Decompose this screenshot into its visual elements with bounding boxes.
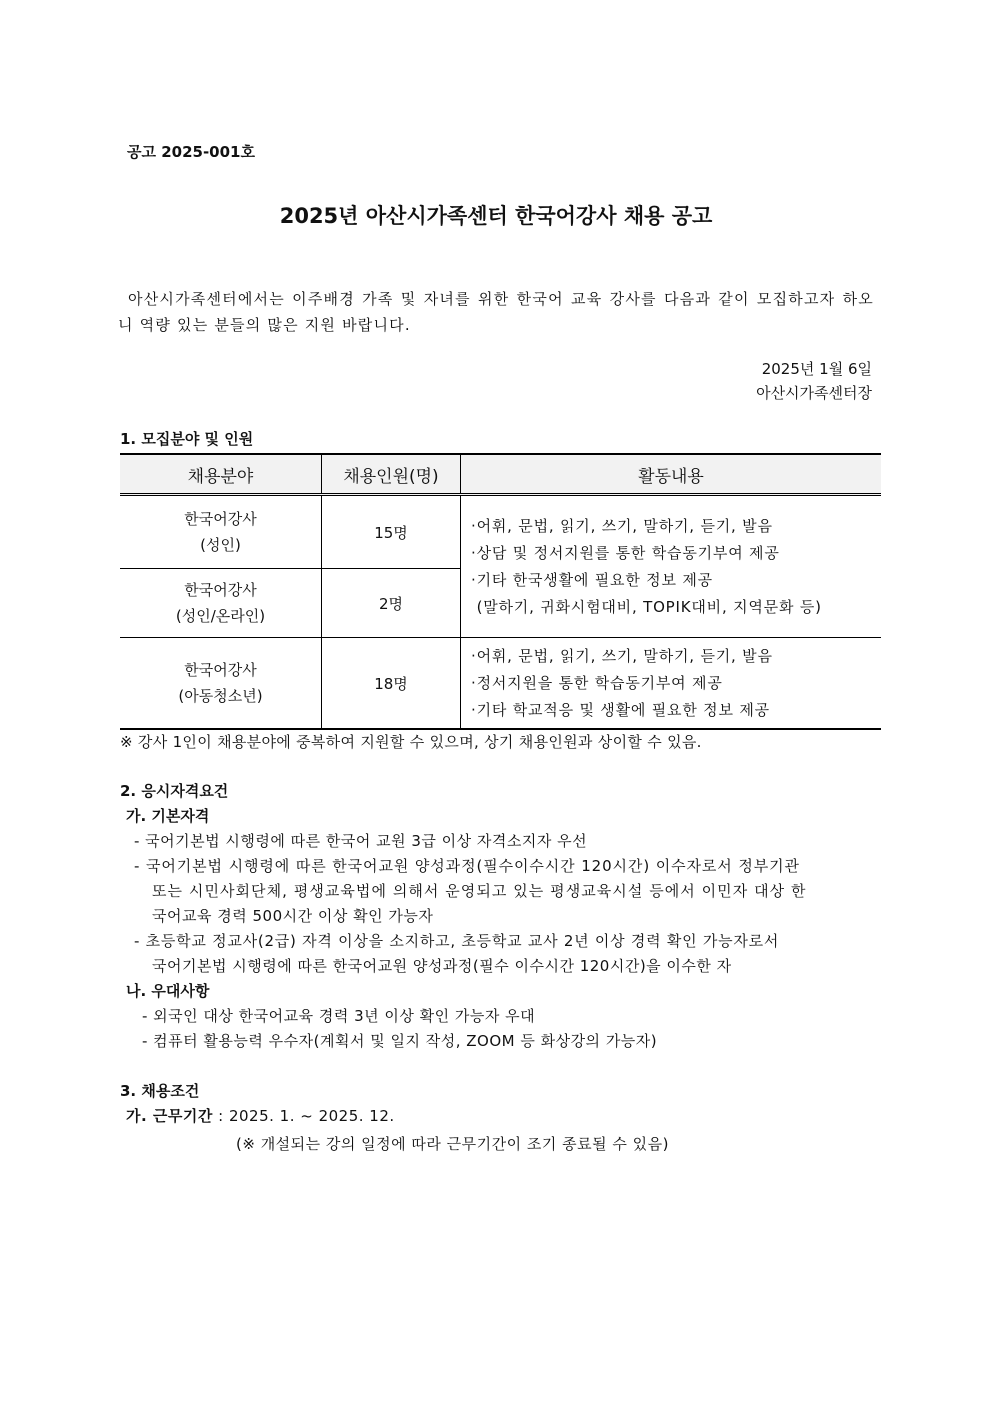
field-type: (아동청소년) xyxy=(178,687,263,705)
field-type: (성인) xyxy=(200,536,241,554)
header-field: 채용분야 xyxy=(120,454,322,495)
basic-qual-item: 국어교육 경력 500시간 이상 확인 가능자 xyxy=(152,907,434,925)
table-header-row xyxy=(120,454,881,495)
activity-line: ·기타 학교적응 및 생활에 필요한 정보 제공 xyxy=(471,700,770,719)
field-name: 한국어강사 xyxy=(184,510,257,528)
activity-cell-child xyxy=(461,638,882,730)
basic-qual-item: 국어기본법 시행령에 따른 한국어교원 양성과정(필수 이수시간 120시간)을 이수한 자 xyxy=(152,957,732,975)
field-name: 한국어강사 xyxy=(184,661,257,679)
work-period xyxy=(126,1105,395,1126)
section1-heading: 1. 모집분야 및 인원 xyxy=(120,430,254,448)
basic-qual-item: - 국어기본법 시행령에 따른 한국어교원 양성과정(필수이수시간 120시간) 이수자로서 정부기관 xyxy=(134,857,800,875)
preferred-item: - 외국인 대상 한국어교육 경력 3년 이상 확인 가능자 우대 xyxy=(142,1007,536,1025)
activity-cell-adult xyxy=(461,495,882,638)
section3-heading: 3. 채용조건 xyxy=(120,1082,200,1100)
field-name: 한국어강사 xyxy=(184,581,257,599)
activity-line: (말하기, 귀화시험대비, TOPIK대비, 지역문화 등) xyxy=(471,597,822,616)
basic-qual-item: 또는 시민사회단체, 평생교육법에 의해서 운영되고 있는 평생교육시설 등에서 이민자 대상 한 xyxy=(152,882,807,900)
field-cell xyxy=(120,638,322,730)
document-title: 2025년 아산시가족센터 한국어강사 채용 공고 xyxy=(279,204,713,228)
basic-qual-item: - 초등학교 정교사(2급) 자격 이상을 소지하고, 초등학교 교사 2년 이상 경력 확인 가능자로서 xyxy=(134,932,780,950)
activity-line: ·어휘, 문법, 읽기, 쓰기, 말하기, 듣기, 발음 xyxy=(471,516,773,535)
field-cell xyxy=(120,569,322,638)
intro-paragraph xyxy=(118,286,874,338)
count-cell: 15명 xyxy=(322,495,461,569)
work-period-note: (※ 개설되는 강의 일정에 따라 근무기간이 조기 종료될 수 있음) xyxy=(236,1135,669,1153)
basic-qual-item: - 국어기본법 시행령에 따른 한국어 교원 3급 이상 자격소지자 우선 xyxy=(134,832,588,850)
basic-qual-heading: 가. 기본자격 xyxy=(126,807,210,825)
header-activity: 활동내용 xyxy=(461,454,882,495)
activity-line: ·상담 및 정서지원를 통한 학습동기부여 제공 xyxy=(471,543,780,562)
preferred-item: - 컴퓨터 활용능력 우수자(계획서 및 일지 작성, ZOOM 등 화상강의 가능자) xyxy=(142,1032,658,1050)
field-cell xyxy=(120,495,322,569)
table-note: ※ 강사 1인이 채용분야에 중복하여 지원할 수 있으며, 상기 채용인원과 상이할 수 있음. xyxy=(120,733,702,751)
notice-number: 공고 2025-001호 xyxy=(127,143,255,161)
issuer: 아산시가족센터장 xyxy=(756,384,872,402)
table-row xyxy=(120,638,881,730)
section2-heading: 2. 응시자격요건 xyxy=(120,782,229,800)
count-cell: 18명 xyxy=(322,638,461,730)
recruit-table xyxy=(120,453,881,730)
work-period-value: : 2025. 1. ~ 2025. 12. xyxy=(212,1107,395,1125)
activity-line: ·기타 한국생활에 필요한 정보 제공 xyxy=(471,570,713,589)
intro-text: 아산시가족센터에서는 이주배경 가족 및 자녀를 위한 한국어 교육 강사를 다음과 같이 모집하고자 하오니 역량 있는 분들의 많은 지원 바랍니다. xyxy=(118,290,874,334)
issue-date: 2025년 1월 6일 xyxy=(761,360,872,378)
table-row xyxy=(120,495,881,569)
preferred-heading: 나. 우대사항 xyxy=(126,982,210,1000)
activity-line: ·정서지원을 통한 학습동기부여 제공 xyxy=(471,673,723,692)
work-period-label: 가. 근무기간 xyxy=(126,1107,213,1125)
header-count: 채용인원(명) xyxy=(322,454,461,495)
field-type: (성인/온라인) xyxy=(175,607,266,625)
activity-line: ·어휘, 문법, 읽기, 쓰기, 말하기, 듣기, 발음 xyxy=(471,646,773,665)
count-cell: 2명 xyxy=(322,569,461,638)
